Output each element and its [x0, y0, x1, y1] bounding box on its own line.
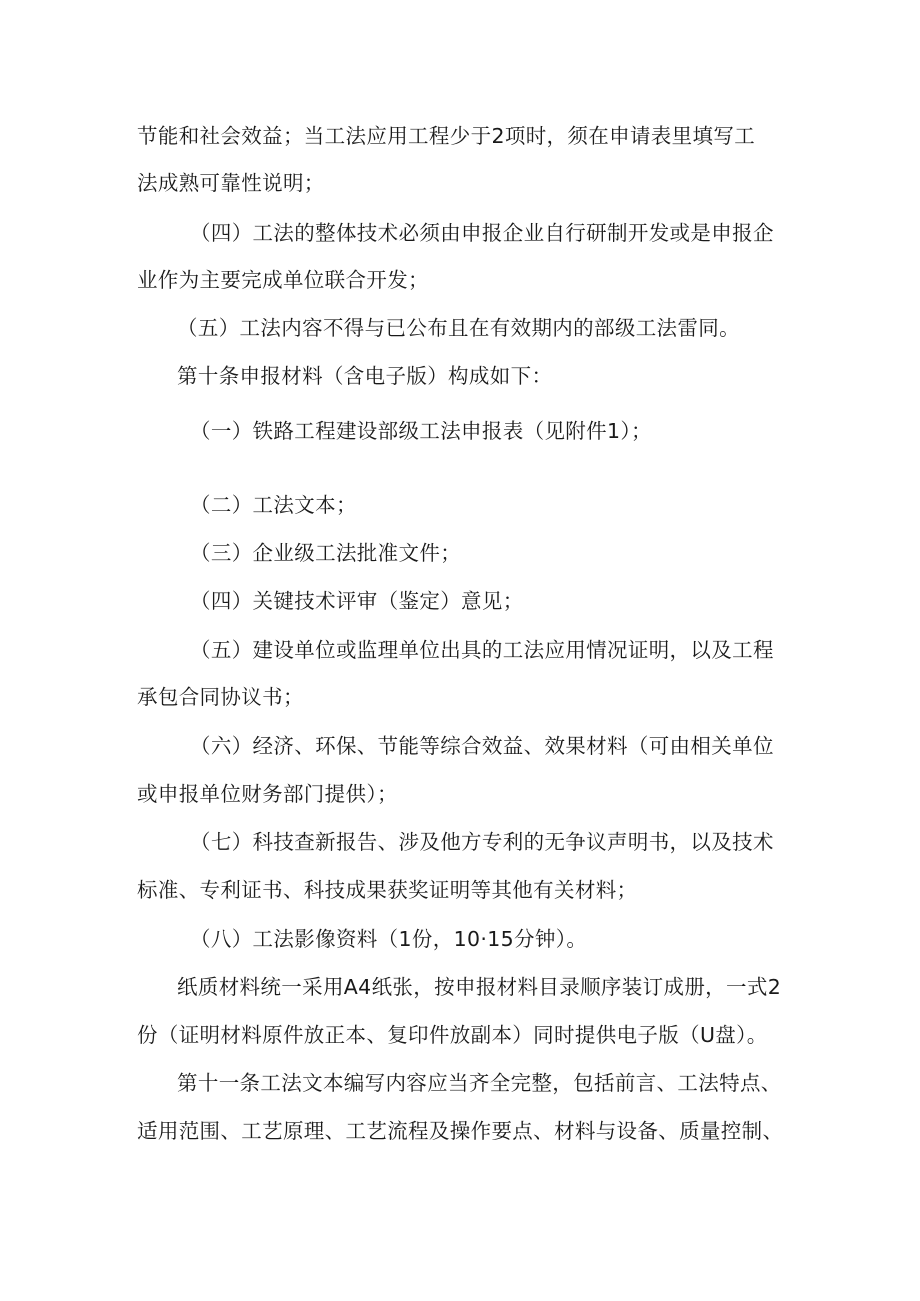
paragraph-line: 纸质材料统一采用A4纸张，按申报材料目录顺序装订成册，一式2: [177, 975, 782, 999]
text-line: （五）工法内容不得与已公布且在有效期内的部级工法雷同。: [177, 316, 740, 340]
text-line: 节能和社会效益；当工法应用工程少于2项时，须在申请表里填写工: [137, 124, 756, 148]
paragraph-line: 份（证明材料原件放正本、复印件放副本）同时提供电子版（U盘）。: [137, 1023, 768, 1047]
list-item: （四）关键技术评审（鉴定）意见；: [190, 589, 524, 613]
section-heading: 第十一条工法文本编写内容应当齐全完整，包括前言、工法特点、: [177, 1071, 782, 1095]
list-item: （八）工法影像资料（1份，10·15分钟）。: [190, 927, 588, 951]
list-item: （七）科技查新报告、涉及他方专利的无争议声明书，以及技术: [190, 830, 774, 854]
paragraph-line: 适用范围、工艺原理、工艺流程及操作要点、材料与设备、质量控制、: [137, 1119, 784, 1143]
text-line: 或申报单位财务部门提供）；: [137, 782, 398, 806]
text-line: 标准、专利证书、科技成果获奖证明等其他有关材料；: [137, 878, 638, 902]
text-line: 法成熟可靠性说明；: [137, 171, 325, 195]
text-line: （四）工法的整体技术必须由申报企业自行研制开发或是申报企: [190, 221, 774, 245]
list-item: （六）经济、环保、节能等综合效益、效果材料（可由相关单位: [190, 734, 774, 758]
list-item: （五）建设单位或监理单位出具的工法应用情况证明，以及工程: [190, 638, 774, 662]
list-item: （一）铁路工程建设部级工法申报表（见附件1）；: [190, 419, 652, 443]
section-heading: 第十条申报材料（含电子版）构成如下：: [177, 364, 553, 388]
list-item: （三）企业级工法批准文件；: [190, 541, 462, 565]
list-item: （二）工法文本；: [190, 493, 357, 517]
text-line: 承包合同协议书；: [137, 685, 304, 709]
text-line: 业作为主要完成单位联合开发；: [137, 268, 429, 292]
